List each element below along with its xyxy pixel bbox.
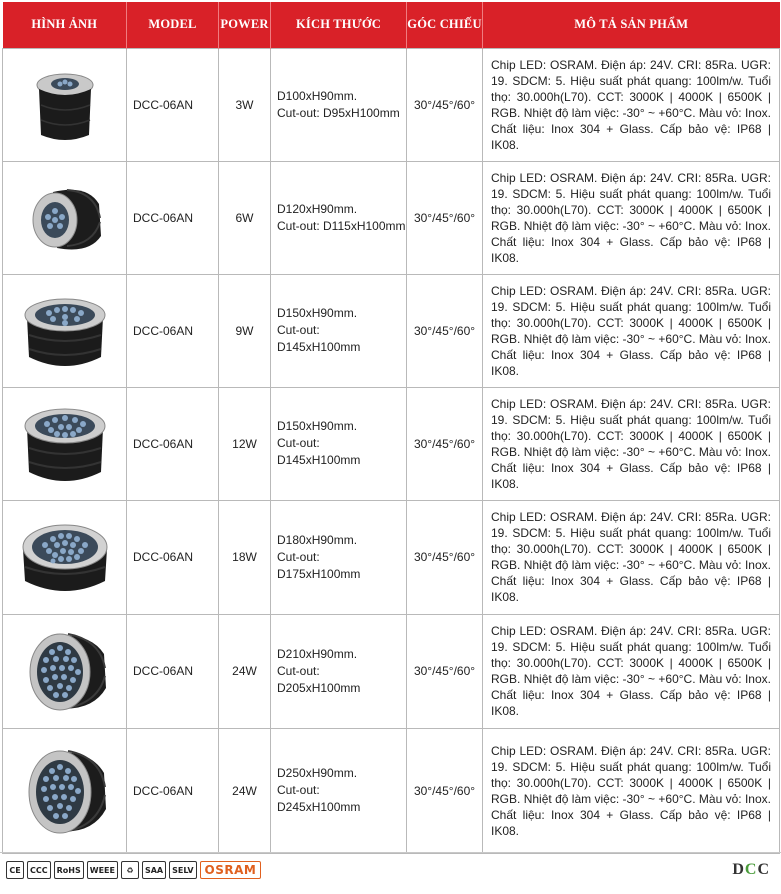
dcc-logo-letter: C [757, 861, 769, 878]
angle-cell: 30°/45°/60° [407, 387, 483, 500]
lamp-9w-image [17, 291, 113, 371]
angle-cell: 30°/45°/60° [407, 728, 483, 853]
header-model: MODEL [127, 2, 219, 48]
size-cutout: Cut-out: D205xH100mm [277, 663, 361, 695]
model-cell: DCC-06AN [127, 387, 219, 500]
ce-mark-icon: CE [6, 861, 24, 879]
size-cutout: Cut-out: D115xH100mm [277, 218, 406, 233]
table-row [3, 614, 780, 728]
size-cell [271, 48, 407, 161]
product-image-cell [3, 274, 127, 387]
table-row [3, 274, 780, 387]
table-row [3, 387, 780, 500]
power-cell: 9W [219, 274, 271, 387]
lamp-24w-large-image [20, 743, 110, 839]
description-cell: Chip LED: OSRAM. Điện áp: 24V. CRI: 85Ra. UGR: 19. SDCM: 5. Hiệu suất phát quang: 100lm/w. Tuổi thọ: 30.000h(L70). CCT: 3000K | 4000K | 6500K | RGB. Nhiệt độ làm việc: -30° ~ +60°C. Màu vỏ: Inox. Chất liệu: Inox 304 + Glass. Cấp bảo vệ: IP68 | IK08. [483, 48, 780, 161]
product-image-cell [3, 48, 127, 161]
product-image-cell [3, 161, 127, 274]
description-cell: Chip LED: OSRAM. Điện áp: 24V. CRI: 85Ra. UGR: 19. SDCM: 5. Hiệu suất phát quang: 100lm/w. Tuổi thọ: 30.000h(L70). CCT: 3000K | 4000K | 6500K | RGB. Nhiệt độ làm việc: -30° ~ +60°C. Màu vỏ: Inox. Chất liệu: Inox 304 + Glass. Cấp bảo vệ: IP68 | IK08. [483, 500, 780, 614]
angle-cell: 30°/45°/60° [407, 274, 483, 387]
header-image: HÌNH ẢNH [3, 2, 127, 48]
size-cell [271, 387, 407, 500]
certification-icons [6, 861, 261, 879]
angle-cell: 30°/45°/60° [407, 614, 483, 728]
power-cell: 18W [219, 500, 271, 614]
size-cutout: Cut-out: D95xH100mm [277, 105, 400, 120]
description-cell: Chip LED: OSRAM. Điện áp: 24V. CRI: 85Ra. UGR: 19. SDCM: 5. Hiệu suất phát quang: 100lm/w. Tuổi thọ: 30.000h(L70). CCT: 3000K | 4000K | 6500K | RGB. Nhiệt độ làm việc: -30° ~ +60°C. Màu vỏ: Inox. Chất liệu: Inox 304 + Glass. Cấp bảo vệ: IP68 | IK08. [483, 614, 780, 728]
size-dimensions: D120xH90mm. [277, 201, 358, 216]
product-spec-table [2, 2, 780, 854]
footer-bar [0, 852, 781, 894]
power-cell: 24W [219, 614, 271, 728]
weee-bin-icon: WEEE [87, 861, 118, 879]
power-cell: 12W [219, 387, 271, 500]
description-cell: Chip LED: OSRAM. Điện áp: 24V. CRI: 85Ra. UGR: 19. SDCM: 5. Hiệu suất phát quang: 100lm/w. Tuổi thọ: 30.000h(L70). CCT: 3000K | 4000K | 6500K | RGB. Nhiệt độ làm việc: -30° ~ +60°C. Màu vỏ: Inox. Chất liệu: Inox 304 + Glass. Cấp bảo vệ: IP68 | IK08. [483, 274, 780, 387]
rohs-mark-icon: RoHS [54, 861, 84, 879]
product-image-cell [3, 728, 127, 853]
model-cell: DCC-06AN [127, 728, 219, 853]
size-dimensions: D100xH90mm. [277, 88, 358, 103]
size-cell [271, 500, 407, 614]
recycle-icon: ♻ [121, 861, 139, 879]
table-header-row [3, 2, 780, 48]
description-cell: Chip LED: OSRAM. Điện áp: 24V. CRI: 85Ra. UGR: 19. SDCM: 5. Hiệu suất phát quang: 100lm/w. Tuổi thọ: 30.000h(L70). CCT: 3000K | 4000K | 6500K | RGB. Nhiệt độ làm việc: -30° ~ +60°C. Màu vỏ: Inox. Chất liệu: Inox 304 + Glass. Cấp bảo vệ: IP68 | IK08. [483, 728, 780, 853]
model-cell: DCC-06AN [127, 614, 219, 728]
description-cell: Chip LED: OSRAM. Điện áp: 24V. CRI: 85Ra. UGR: 19. SDCM: 5. Hiệu suất phát quang: 100lm/w. Tuổi thọ: 30.000h(L70). CCT: 3000K | 4000K | 6500K | RGB. Nhiệt độ làm việc: -30° ~ +60°C. Màu vỏ: Inox. Chất liệu: Inox 304 + Glass. Cấp bảo vệ: IP68 | IK08. [483, 387, 780, 500]
lamp-12w-image [17, 402, 113, 486]
size-dimensions: D210xH90mm. [277, 646, 358, 661]
model-cell: DCC-06AN [127, 274, 219, 387]
dcc-logo-letter: D [732, 861, 744, 878]
lamp-3w-image [29, 65, 101, 145]
saa-mark-icon: SAA [142, 861, 166, 879]
product-image-cell [3, 500, 127, 614]
size-dimensions: D180xH90mm. [277, 532, 358, 547]
angle-cell: 30°/45°/60° [407, 500, 483, 614]
size-cutout: Cut-out: D245xH100mm [277, 783, 361, 814]
header-size: KÍCH THƯỚC [271, 2, 407, 48]
selv-mark-icon: SELV [169, 861, 196, 879]
table-row [3, 728, 780, 853]
header-angle: GÓC CHIẾU [407, 2, 483, 48]
description-cell: Chip LED: OSRAM. Điện áp: 24V. CRI: 85Ra. UGR: 19. SDCM: 5. Hiệu suất phát quang: 100lm/w. Tuổi thọ: 30.000h(L70). CCT: 3000K | 4000K | 6500K | RGB. Nhiệt độ làm việc: -30° ~ +60°C. Màu vỏ: Inox. Chất liệu: Inox 304 + Glass. Cấp bảo vệ: IP68 | IK08. [483, 161, 780, 274]
power-cell: 6W [219, 161, 271, 274]
header-power: POWER [219, 2, 271, 48]
power-cell: 3W [219, 48, 271, 161]
osram-logo: OSRAM [200, 861, 262, 879]
table-row [3, 48, 780, 161]
size-cell [271, 728, 407, 853]
lamp-24w-image [20, 626, 110, 716]
table-row [3, 161, 780, 274]
header-description: MÔ TẢ SẢN PHẨM [483, 2, 780, 48]
model-cell: DCC-06AN [127, 161, 219, 274]
lamp-6w-image [23, 178, 107, 258]
angle-cell: 30°/45°/60° [407, 161, 483, 274]
model-cell: DCC-06AN [127, 500, 219, 614]
dcc-logo-letter: C [744, 861, 757, 878]
table-row [3, 500, 780, 614]
angle-cell: 30°/45°/60° [407, 48, 483, 161]
model-cell: DCC-06AN [127, 48, 219, 161]
product-image-cell [3, 614, 127, 728]
lamp-18w-image [15, 515, 115, 599]
size-cell [271, 274, 407, 387]
size-cutout: Cut-out: D175xH100mm [277, 549, 361, 581]
product-image-cell [3, 387, 127, 500]
size-cutout: Cut-out: D145xH100mm [277, 323, 361, 354]
ccc-mark-icon: CCC [27, 861, 51, 879]
dcc-logo [732, 861, 769, 879]
size-cell [271, 614, 407, 728]
size-cell [271, 161, 407, 274]
size-dimensions: D250xH90mm. [277, 766, 358, 780]
size-dimensions: D150xH90mm. [277, 306, 358, 320]
power-cell: 24W [219, 728, 271, 853]
size-dimensions: D150xH90mm. [277, 419, 358, 433]
size-cutout: Cut-out: D145xH100mm [277, 436, 361, 467]
